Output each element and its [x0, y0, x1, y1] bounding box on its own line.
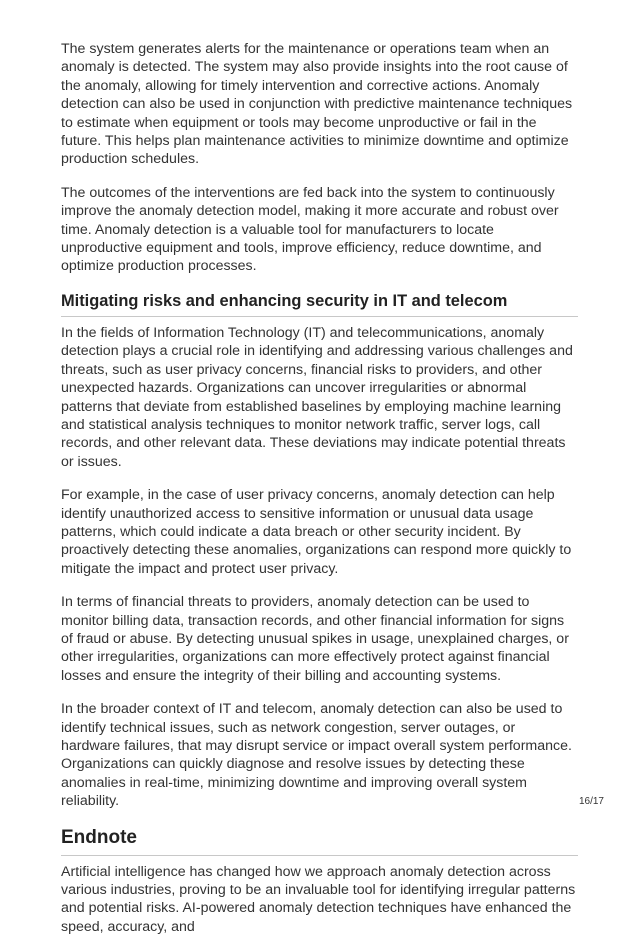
section-heading-endnote: Endnote: [61, 826, 578, 856]
body-paragraph: For example, in the case of user privacy concerns, anomaly detection can help identify unauthorized access to sensitive information or unusual data usage patterns, which could indicate a data breach or other security incident. By proactively detecting these anomalies, organizations can respond more quickly to mitigate the impact and protect user privacy.: [61, 487, 572, 577]
body-paragraph: In the fields of Information Technology (IT) and telecommunications, anomaly detection plays a crucial role in identifying and addressing various challenges and threats, such as user privacy concerns, financial risks to providers, and other unexpected hazards. Organizations can uncover irregularities or abnormal patterns that deviate from established baselines by employing machine learning and statistical analysis techniques to monitor network traffic, server logs, call records, and other relevant data. These deviations may indicate potential threats or issues.: [61, 324, 573, 470]
body-paragraph: In terms of financial threats to providers, anomaly detection can be used to monitor billing data, transaction records, and other financial information for signs of fraud or abuse. By detecting unusual spikes in usage, unexplained charges, or other irregularities, organizations can more effectively protect against financial losses and ensure the integrity of their billing and accounting systems.: [61, 594, 569, 684]
section-heading-it-telecom: Mitigating risks and enhancing security in IT and telecom: [61, 291, 578, 317]
body-paragraph: The system generates alerts for the maintenance or operations team when an anomaly is detected. The system may also provide insights into the root cause of the anomaly, allowing for timely intervention and corrective actions. Anomaly detection can also be used in conjunction with predictive maintenance techniques to estimate when equipment or tools may become unproductive or fail in the future. This helps plan maintenance activities to minimize downtime and optimize production schedules.: [61, 41, 573, 168]
page-number: 16/17: [578, 796, 604, 807]
body-paragraph: In the broader context of IT and telecom, anomaly detection can also be used to identify technical issues, such as network congestion, server outages, or hardware failures, that may disrupt service or impact overall system performance. Organizations can quickly diagnose and resolve issues by detecting these anomalies in real-time, minimizing downtime and improving overall system reliability.: [61, 701, 572, 810]
body-paragraph: Artificial intelligence has changed how we approach anomaly detection across various industries, proving to be an invaluable tool for identifying irregular patterns and potential risks. AI-powered anomaly detection techniques have enhanced the speed, accuracy, and: [61, 863, 576, 935]
body-paragraph: The outcomes of the interventions are fed back into the system to continuously improve the anomaly detection model, making it more accurate and robust over time. Anomaly detection is a valuable tool for manufacturers to locate unproductive equipment and tools, improve efficiency, reduce downtime, and optimize production processes.: [61, 184, 559, 275]
document-page: [61, 40, 578, 951]
